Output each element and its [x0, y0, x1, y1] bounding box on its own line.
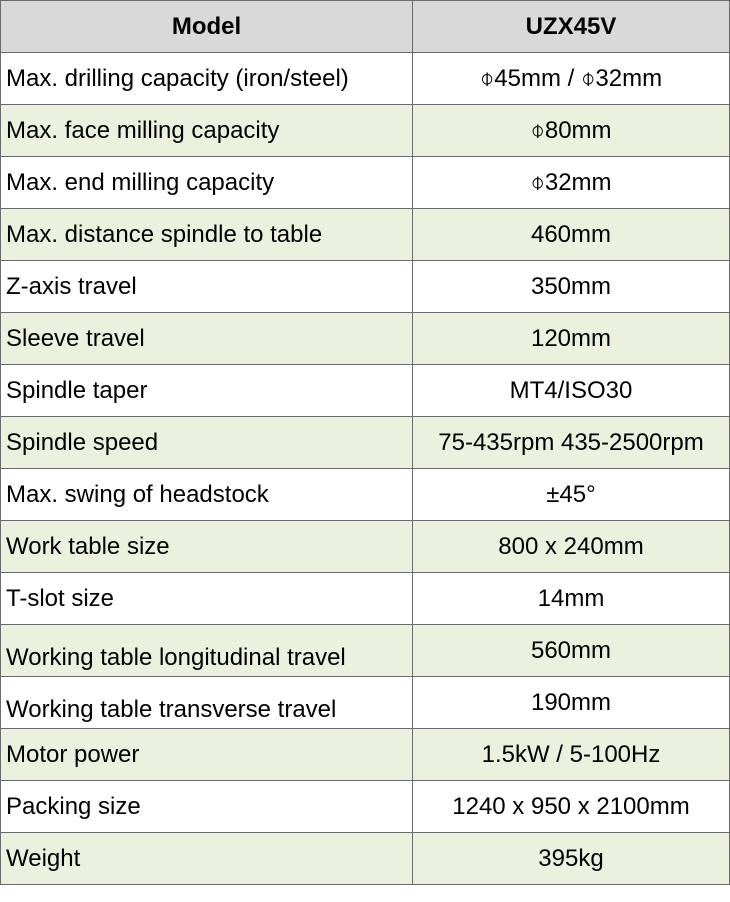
- table-row: [1, 313, 730, 365]
- table-row: [1, 417, 730, 469]
- row-label: T-slot size: [1, 573, 413, 625]
- table-row: [1, 365, 730, 417]
- row-value: 395kg: [413, 833, 730, 885]
- row-value: ±45°: [413, 469, 730, 521]
- row-label: Weight: [1, 833, 413, 885]
- table-row: [1, 729, 730, 781]
- row-label: Max. distance spindle to table: [1, 209, 413, 261]
- row-value: 75-435rpm 435-2500rpm: [413, 417, 730, 469]
- table-row: [1, 677, 730, 729]
- row-label: Spindle taper: [1, 365, 413, 417]
- row-label: Spindle speed: [1, 417, 413, 469]
- table-row: [1, 53, 730, 105]
- row-value: 350mm: [413, 261, 730, 313]
- row-label: Work table size: [1, 521, 413, 573]
- row-value: 460mm: [413, 209, 730, 261]
- table-row: [1, 105, 730, 157]
- table-row: [1, 209, 730, 261]
- row-value: ⌽80mm: [413, 105, 730, 157]
- row-value: ⌽45mm / ⌽32mm: [413, 53, 730, 105]
- header-model-value: UZX45V: [413, 1, 730, 53]
- header-row: [1, 1, 730, 53]
- table-row: [1, 469, 730, 521]
- row-label: Working table transverse travel: [1, 677, 413, 729]
- table-row: [1, 781, 730, 833]
- row-value: MT4/ISO30: [413, 365, 730, 417]
- row-value: 1240 x 950 x 2100mm: [413, 781, 730, 833]
- row-label: Working table longitudinal travel: [1, 625, 413, 677]
- row-value: ⌽32mm: [413, 157, 730, 209]
- row-value: 560mm: [413, 625, 730, 677]
- table-row: [1, 521, 730, 573]
- row-label: Max. drilling capacity (iron/steel): [1, 53, 413, 105]
- header-model-label: Model: [1, 1, 413, 53]
- row-label: Max. swing of headstock: [1, 469, 413, 521]
- row-value: 800 x 240mm: [413, 521, 730, 573]
- table-row: [1, 573, 730, 625]
- row-label: Max. face milling capacity: [1, 105, 413, 157]
- table-row: [1, 833, 730, 885]
- row-value: 190mm: [413, 677, 730, 729]
- row-label: Motor power: [1, 729, 413, 781]
- table-row: [1, 625, 730, 677]
- row-value: 14mm: [413, 573, 730, 625]
- table-row: [1, 261, 730, 313]
- row-label: Z-axis travel: [1, 261, 413, 313]
- row-label: Sleeve travel: [1, 313, 413, 365]
- row-value: 120mm: [413, 313, 730, 365]
- row-value: 1.5kW / 5-100Hz: [413, 729, 730, 781]
- row-label: Packing size: [1, 781, 413, 833]
- table-row: [1, 157, 730, 209]
- row-label: Max. end milling capacity: [1, 157, 413, 209]
